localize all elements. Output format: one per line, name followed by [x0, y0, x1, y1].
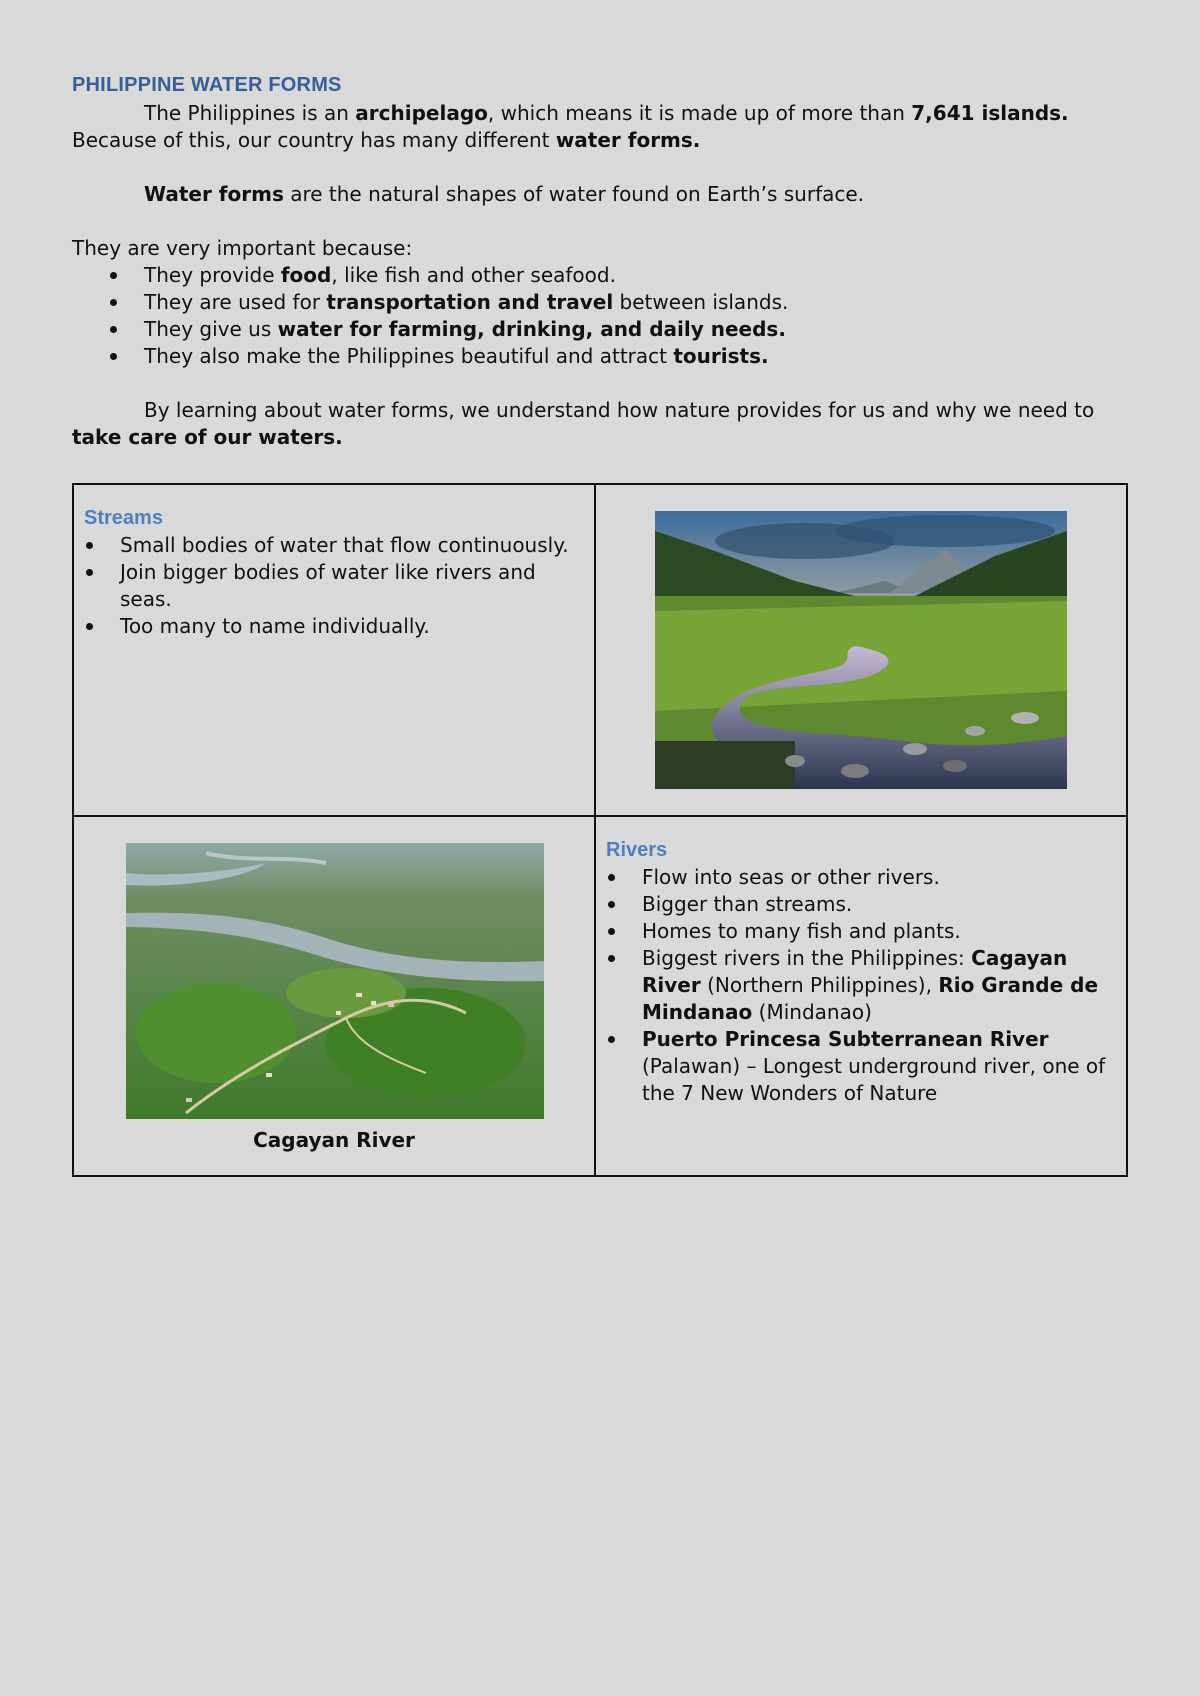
- intro-paragraph: [72, 100, 1128, 154]
- bold-text: take care of our waters.: [72, 425, 343, 449]
- cell-content: [596, 817, 1126, 1107]
- text-span: They provide: [144, 263, 281, 287]
- list-item: Too many to name individually.: [120, 613, 584, 640]
- bold-text: food: [280, 263, 332, 287]
- stream-photo: [655, 511, 1067, 789]
- list-item: [642, 1026, 1116, 1107]
- bold-text: water forms.: [555, 128, 701, 152]
- rivers-list: [606, 864, 1116, 1107]
- table-row: [73, 816, 1127, 1176]
- bold-text: water for farming, drinking, and daily needs.: [277, 317, 786, 341]
- rivers-cell: [595, 816, 1127, 1176]
- list-item: Flow into seas or other rivers.: [642, 864, 1116, 891]
- text-span: Biggest rivers in the Philippines:: [642, 946, 972, 970]
- text-span: (Palawan) – Longest underground river, one of the 7 New Wonders of Nature: [642, 1054, 1106, 1105]
- table-row: [73, 484, 1127, 816]
- text-span: Because of this, our country has many different: [72, 128, 556, 152]
- closing-paragraph: [72, 397, 1128, 451]
- importance-lead: They are very important because:: [72, 236, 413, 260]
- text-span: , like fish and other seafood.: [331, 263, 616, 287]
- text-span: The Philippines is an: [144, 101, 356, 125]
- document-body: [72, 72, 1128, 451]
- bold-text: Cagayan River: [642, 946, 1068, 997]
- cagayan-river-photo: [126, 843, 544, 1119]
- text-span: They also make the Philippines beautiful and attract: [144, 344, 674, 368]
- river-photo-caption: Cagayan River: [253, 1128, 415, 1152]
- text-span: (Mindanao): [752, 1000, 872, 1024]
- list-item: [144, 343, 1128, 370]
- bold-text: Puerto Princesa Subterranean River: [642, 1027, 1049, 1051]
- list-item: Join bigger bodies of water like rivers and seas.: [120, 559, 584, 613]
- list-item: Small bodies of water that flow continuously.: [120, 532, 584, 559]
- stream-photo-cell: [595, 484, 1127, 816]
- list-item: [144, 262, 1128, 289]
- water-forms-table: [72, 483, 1128, 1177]
- streams-heading: Streams: [84, 507, 163, 529]
- text-span: , which means it is made up of more than: [487, 101, 912, 125]
- importance-list: [72, 262, 1128, 370]
- rivers-heading: Rivers: [606, 839, 668, 861]
- bold-text: archipelago: [355, 101, 488, 125]
- text-span: are the natural shapes of water found on Earth’s surface.: [283, 182, 865, 206]
- photo-wrapper: [74, 817, 594, 1123]
- text-span: (Northern Philippines),: [700, 973, 939, 997]
- list-item: [144, 289, 1128, 316]
- list-item: Bigger than streams.: [642, 891, 1116, 918]
- cell-content: [74, 485, 594, 640]
- text-span: They are used for: [144, 290, 327, 314]
- bold-text: Water forms: [144, 182, 284, 206]
- bold-text: 7,641 islands.: [911, 101, 1069, 125]
- text-span: They give us: [144, 317, 278, 341]
- list-item: Homes to many fish and plants.: [642, 918, 1116, 945]
- river-photo-cell: [73, 816, 595, 1176]
- photo-wrapper: [596, 485, 1126, 789]
- bold-text: Rio Grande de Mindanao: [642, 973, 1099, 1024]
- text-span: By learning about water forms, we understand how nature provides for us and why we need to: [144, 398, 1095, 422]
- streams-cell: [73, 484, 595, 816]
- bold-text: transportation and travel: [326, 290, 614, 314]
- bold-text: tourists.: [673, 344, 769, 368]
- streams-list: [84, 532, 584, 640]
- definition-paragraph: [72, 181, 1128, 208]
- text-span: between islands.: [613, 290, 789, 314]
- list-item: [642, 945, 1116, 1026]
- page-title: PHILIPPINE WATER FORMS: [72, 74, 342, 96]
- list-item: [144, 316, 1128, 343]
